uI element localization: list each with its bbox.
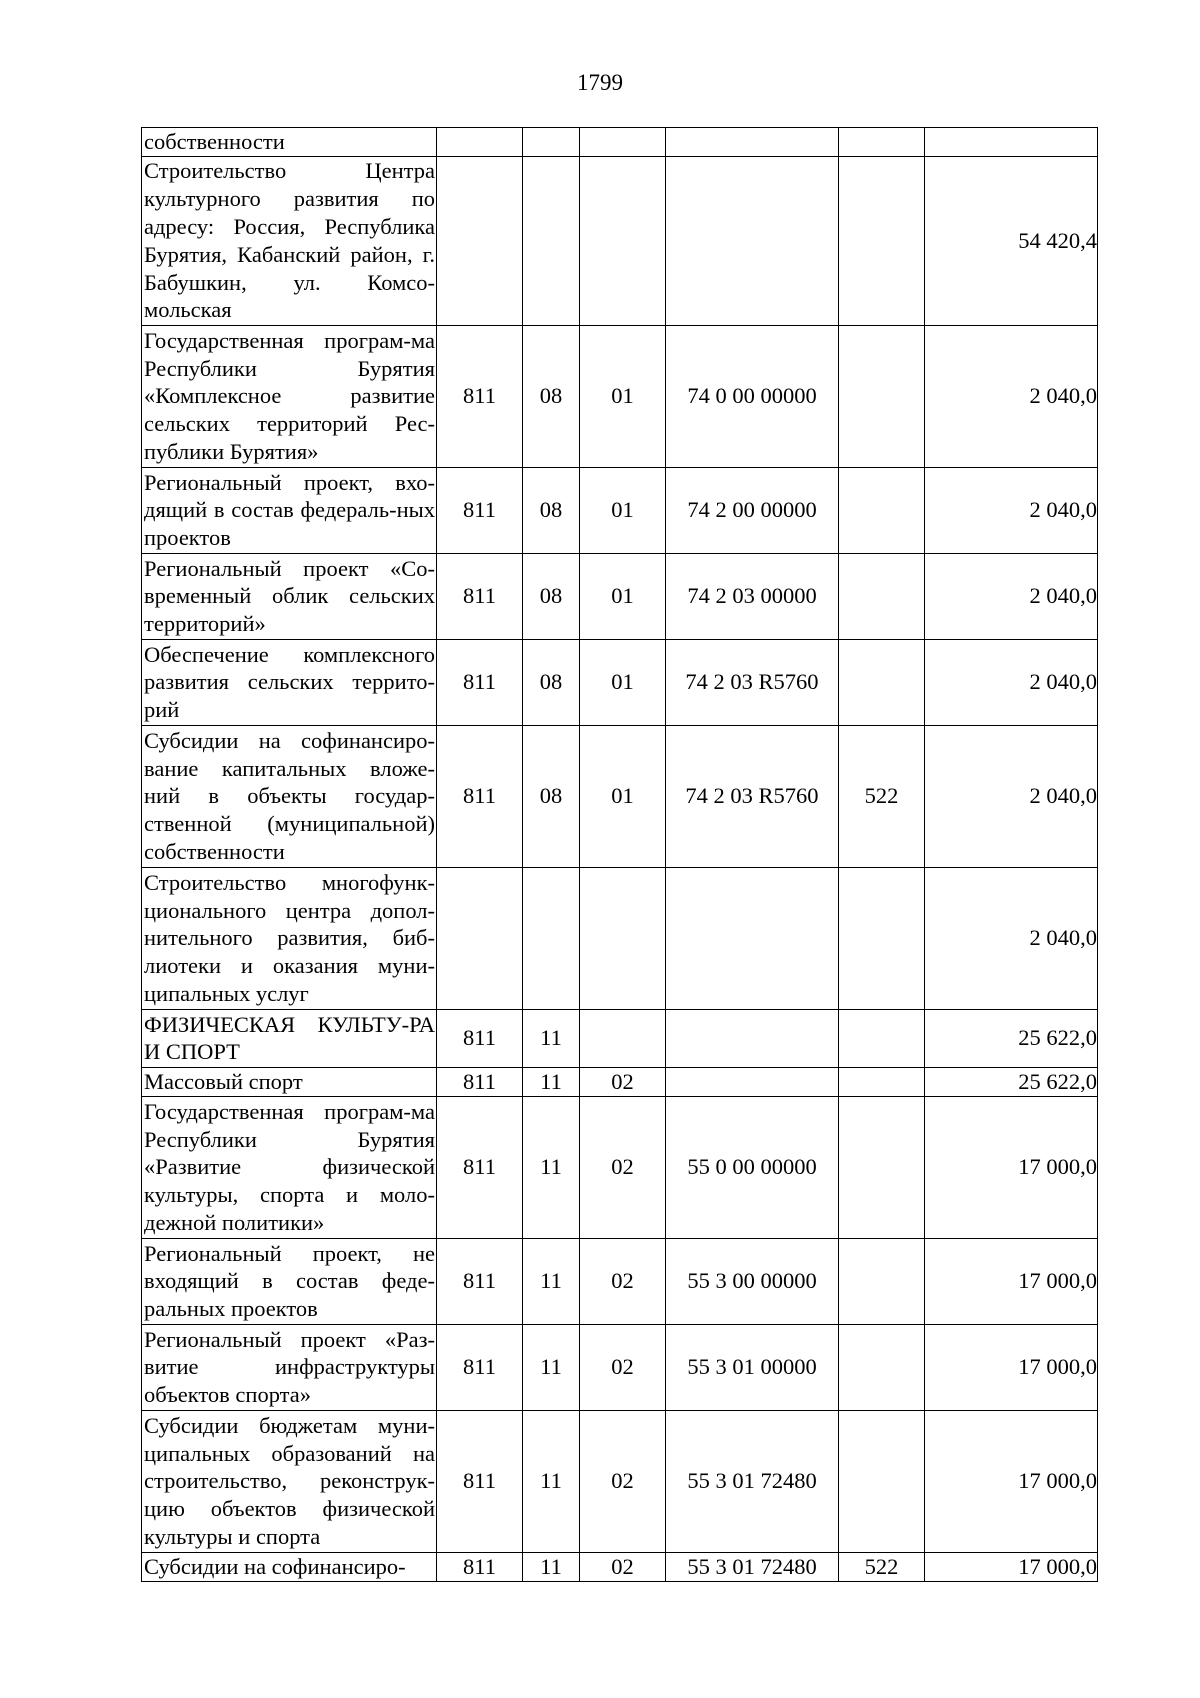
row-name: Обеспечение комплексного развития сельских террито-рий — [142, 639, 437, 725]
row-gr-code — [437, 156, 523, 325]
table-row — [142, 867, 1098, 1009]
row-gr-code: 811 — [437, 1552, 523, 1581]
row-target-article — [666, 156, 839, 325]
table-row — [142, 639, 1098, 725]
row-subsection-code: 01 — [580, 553, 666, 639]
row-target-article: 55 3 01 72480 — [666, 1410, 839, 1552]
row-expense-type — [839, 1009, 925, 1067]
row-subsection-code — [580, 128, 666, 157]
row-subsection-code: 02 — [580, 1238, 666, 1324]
row-amount: 17 000,0 — [925, 1410, 1098, 1552]
row-name: Строительство многофунк-ционального центра допол-нительного развития, биб-лиотеки и оказания муни-ципальных услуг — [142, 867, 437, 1009]
row-expense-type — [839, 1096, 925, 1238]
row-section-code — [523, 156, 580, 325]
row-section-code: 11 — [523, 1324, 580, 1410]
row-subsection-code: 02 — [580, 1067, 666, 1096]
row-expense-type — [839, 156, 925, 325]
row-amount: 17 000,0 — [925, 1238, 1098, 1324]
row-target-article — [666, 1067, 839, 1096]
row-expense-type — [839, 325, 925, 467]
row-subsection-code: 02 — [580, 1410, 666, 1552]
row-amount: 2 040,0 — [925, 639, 1098, 725]
row-gr-code: 811 — [437, 1096, 523, 1238]
row-target-article: 74 2 00 00000 — [666, 467, 839, 553]
row-name: Массовый спорт — [142, 1067, 437, 1096]
table-row — [142, 1096, 1098, 1238]
row-subsection-code: 01 — [580, 467, 666, 553]
table-row — [142, 553, 1098, 639]
row-amount: 17 000,0 — [925, 1552, 1098, 1581]
row-amount: 17 000,0 — [925, 1096, 1098, 1238]
row-subsection-code — [580, 156, 666, 325]
row-name: Региональный проект, вхо-дящий в состав федераль-ных проектов — [142, 467, 437, 553]
row-section-code — [523, 867, 580, 1009]
row-section-code: 11 — [523, 1410, 580, 1552]
row-target-article: 55 3 01 00000 — [666, 1324, 839, 1410]
row-section-code: 08 — [523, 725, 580, 867]
row-section-code: 08 — [523, 325, 580, 467]
row-section-code: 11 — [523, 1096, 580, 1238]
row-subsection-code: 02 — [580, 1324, 666, 1410]
row-amount: 25 622,0 — [925, 1009, 1098, 1067]
row-expense-type — [839, 128, 925, 157]
row-expense-type — [839, 467, 925, 553]
row-subsection-code — [580, 867, 666, 1009]
row-subsection-code: 02 — [580, 1096, 666, 1238]
row-name: Государственная програм-ма Республики Бурятия «Комплексное развитие сельских территорий Рес-публики Бурятия» — [142, 325, 437, 467]
row-amount: 54 420,4 — [925, 156, 1098, 325]
row-section-code: 11 — [523, 1009, 580, 1067]
table-row — [142, 467, 1098, 553]
table-row — [142, 128, 1098, 157]
row-name: Региональный проект, не входящий в состав феде-ральных проектов — [142, 1238, 437, 1324]
row-section-code: 11 — [523, 1238, 580, 1324]
table-row — [142, 1552, 1098, 1581]
row-amount: 17 000,0 — [925, 1324, 1098, 1410]
row-target-article: 74 0 00 00000 — [666, 325, 839, 467]
row-section-code — [523, 128, 580, 157]
row-expense-type — [839, 1067, 925, 1096]
row-expense-type — [839, 867, 925, 1009]
row-expense-type — [839, 553, 925, 639]
budget-table — [141, 127, 1098, 1582]
row-target-article — [666, 867, 839, 1009]
row-name: Строительство Центра культурного развития по адресу: Россия, Республика Бурятия, Кабанский район, г. Бабушкин, ул. Комсо-мольская — [142, 156, 437, 325]
row-amount: 2 040,0 — [925, 325, 1098, 467]
row-target-article — [666, 1009, 839, 1067]
row-expense-type — [839, 1410, 925, 1552]
row-amount: 2 040,0 — [925, 467, 1098, 553]
row-subsection-code: 01 — [580, 325, 666, 467]
table-row — [142, 1009, 1098, 1067]
row-target-article: 55 3 00 00000 — [666, 1238, 839, 1324]
row-name: Государственная програм-ма Республики Бурятия «Развитие физической культуры, спорта и моло-дежной политики» — [142, 1096, 437, 1238]
row-subsection-code: 01 — [580, 725, 666, 867]
row-gr-code: 811 — [437, 1009, 523, 1067]
row-gr-code: 811 — [437, 1410, 523, 1552]
row-expense-type — [839, 1324, 925, 1410]
row-amount: 2 040,0 — [925, 553, 1098, 639]
row-subsection-code: 02 — [580, 1552, 666, 1581]
row-target-article: 74 2 03 R5760 — [666, 639, 839, 725]
table-row — [142, 1067, 1098, 1096]
row-amount — [925, 128, 1098, 157]
table-row — [142, 725, 1098, 867]
row-subsection-code — [580, 1009, 666, 1067]
row-expense-type: 522 — [839, 725, 925, 867]
row-gr-code: 811 — [437, 553, 523, 639]
table-row — [142, 1324, 1098, 1410]
row-gr-code: 811 — [437, 1324, 523, 1410]
row-subsection-code: 01 — [580, 639, 666, 725]
table-row — [142, 1410, 1098, 1552]
row-target-article: 55 0 00 00000 — [666, 1096, 839, 1238]
row-target-article — [666, 128, 839, 157]
row-name: собственности — [142, 128, 437, 157]
row-gr-code: 811 — [437, 725, 523, 867]
row-section-code: 08 — [523, 553, 580, 639]
row-gr-code — [437, 128, 523, 157]
row-target-article: 74 2 03 R5760 — [666, 725, 839, 867]
row-target-article: 74 2 03 00000 — [666, 553, 839, 639]
row-target-article: 55 3 01 72480 — [666, 1552, 839, 1581]
row-section-code: 11 — [523, 1552, 580, 1581]
table-row — [142, 156, 1098, 325]
row-gr-code: 811 — [437, 639, 523, 725]
budget-table-body — [142, 128, 1098, 1582]
row-gr-code: 811 — [437, 467, 523, 553]
page-number: 1799 — [577, 70, 623, 95]
row-section-code: 08 — [523, 467, 580, 553]
row-amount: 2 040,0 — [925, 725, 1098, 867]
row-gr-code: 811 — [437, 1238, 523, 1324]
row-name: Субсидии на софинансиро- — [142, 1552, 437, 1581]
row-section-code: 11 — [523, 1067, 580, 1096]
row-section-code: 08 — [523, 639, 580, 725]
table-row — [142, 325, 1098, 467]
row-expense-type — [839, 639, 925, 725]
row-expense-type: 522 — [839, 1552, 925, 1581]
row-expense-type — [839, 1238, 925, 1324]
row-name: Региональный проект «Раз-витие инфраструктуры объектов спорта» — [142, 1324, 437, 1410]
row-gr-code — [437, 867, 523, 1009]
row-amount: 2 040,0 — [925, 867, 1098, 1009]
row-name: Субсидии на софинансиро-вание капитальных вложе-ний в объекты государ-ственной (муниципальной) собственности — [142, 725, 437, 867]
row-name: Субсидии бюджетам муни-ципальных образований на строительство, реконструк-цию объектов физической культуры и спорта — [142, 1410, 437, 1552]
row-name: Региональный проект «Со-временный облик сельских территорий» — [142, 553, 437, 639]
row-amount: 25 622,0 — [925, 1067, 1098, 1096]
table-row — [142, 1238, 1098, 1324]
row-gr-code: 811 — [437, 325, 523, 467]
row-name: ФИЗИЧЕСКАЯ КУЛЬТУ-РА И СПОРТ — [142, 1009, 437, 1067]
row-gr-code: 811 — [437, 1067, 523, 1096]
